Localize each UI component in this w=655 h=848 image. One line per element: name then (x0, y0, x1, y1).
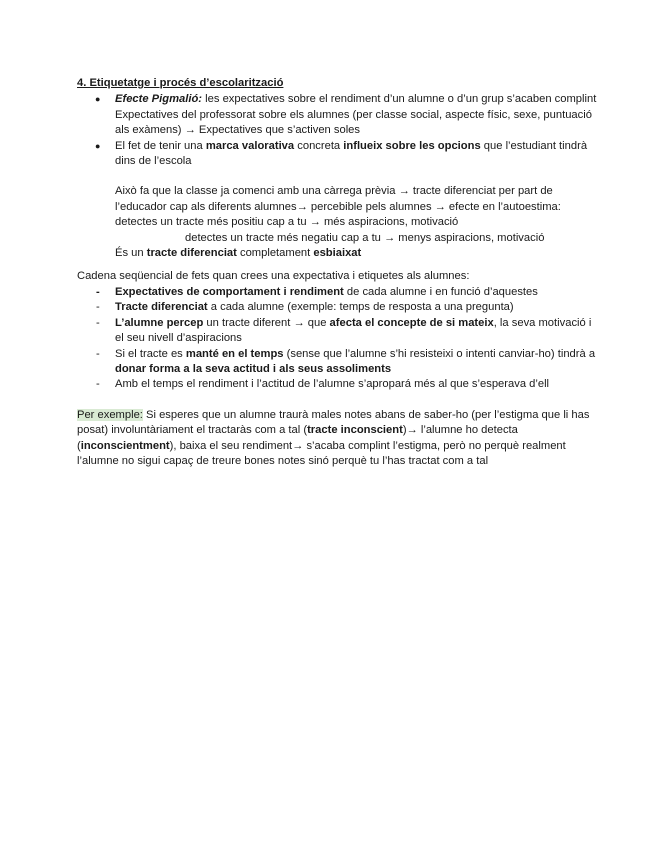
paragraph-line: Això fa que la classe ja comenci amb una càrrega prèvia → tracte diferenciat per part de l’educador cap als diferents alumnes→ percebible pels alumnes → efecte en l’autoestima: detectes un tracte més positiu cap a tu → més aspiracions, motivació (115, 185, 561, 229)
bold-run: Tracte diferenciat (115, 301, 208, 314)
dash-marker: - (96, 347, 100, 360)
text-run: Amb el temps el rendiment i l’actitud de l’alumne s’apropará més al que s’esperava d’ell (115, 378, 550, 391)
text-run: de cada alumne i en funció d’aquestes (343, 285, 538, 298)
dash-marker: - (96, 378, 100, 391)
chain-intro: Cadena seqüencial de fets quan crees una expectativa i etiquetes als alumnes: (77, 270, 470, 283)
text-run: , la seva motivació i el seu nivell d’aspiracions (115, 316, 592, 345)
text-run: concreta (294, 139, 344, 152)
bullet-marca-valorativa (77, 139, 597, 170)
text-run: És un (115, 247, 147, 260)
paragraph-carrega-previa (77, 184, 597, 261)
chain-list (77, 285, 597, 393)
bold-run: esbiaixat (313, 247, 362, 260)
bullet-pigmalio (77, 92, 597, 138)
list-item (77, 285, 597, 300)
paragraph-line (115, 246, 597, 261)
text-run: Si el tracte es (115, 347, 186, 360)
text-run: )→ l’alumne ho detecta ( (77, 424, 518, 452)
bold-run: tracte diferenciat (146, 247, 237, 260)
pigmalio-definition: les expectatives sobre el rendiment d’un alumne o d’un grup s’acaben complint (202, 93, 597, 106)
example-paragraph (77, 408, 597, 470)
paragraph-line-indented: detectes un tracte més negatiu cap a tu → menys aspiracions, motivació (185, 231, 545, 244)
section-title: 4. Etiquetatge i procés d’escolarització (77, 77, 284, 89)
text-run: ), baixa el seu rendiment→ s’acaba complint l’estigma, però no perquè realment l’alumne no sigui capaç de treure bones notes sinó perquè tu l’has tractat com a tal (77, 439, 566, 467)
document-content (77, 76, 597, 469)
text-run: completament (236, 247, 314, 260)
term-pigmalio: Efecte Pigmalió: (115, 93, 203, 106)
text-run: (sense que l’alumne s’hi resisteixi o intenti canviar-ho) tindrà a (283, 347, 596, 360)
bold-run: manté en el temps (185, 347, 284, 360)
pigmalio-extra: Expectatives del professorat sobre els alumnes (per classe social, aspecte físic, sexe, puntuació als exàmens) → Expectatives que s’activen soles (115, 108, 592, 137)
bold-run: marca valorativa (205, 139, 295, 152)
text-run: un tracte diferent → que (203, 316, 330, 329)
text-run: a cada alumne (exemple: temps de resposta a una pregunta) (207, 301, 514, 314)
list-item (77, 377, 597, 392)
dash-marker: - (96, 301, 100, 314)
text-run: que l’estudiant tindrà dins de l’escola (115, 139, 588, 168)
bold-run: afecta el concepte de si mateix (329, 316, 494, 329)
bold-run: Expectatives de comportament i rendiment (115, 285, 344, 298)
text-run: El fet de tenir una (115, 139, 206, 152)
bold-run: tracte inconscient (307, 424, 403, 437)
list-item (77, 347, 597, 378)
dash-marker: - (96, 285, 100, 298)
bold-run: L’alumne percep (115, 316, 204, 329)
bold-run: influeix sobre les opcions (343, 139, 481, 152)
bold-run: donar forma a la seva actitud i als seus assoliments (115, 362, 392, 375)
dash-marker: - (96, 316, 100, 329)
example-label-highlight: Per exemple: (77, 408, 143, 421)
list-item (77, 316, 597, 347)
text-run: Si esperes que un alumne traurà males notes abans de saber-ho (per l’estigma que li has posat) involuntàriament el tractaràs com a tal ( (77, 408, 590, 437)
bullet-list (77, 92, 597, 169)
list-item (77, 300, 597, 315)
bold-run: inconscientment (80, 439, 170, 452)
